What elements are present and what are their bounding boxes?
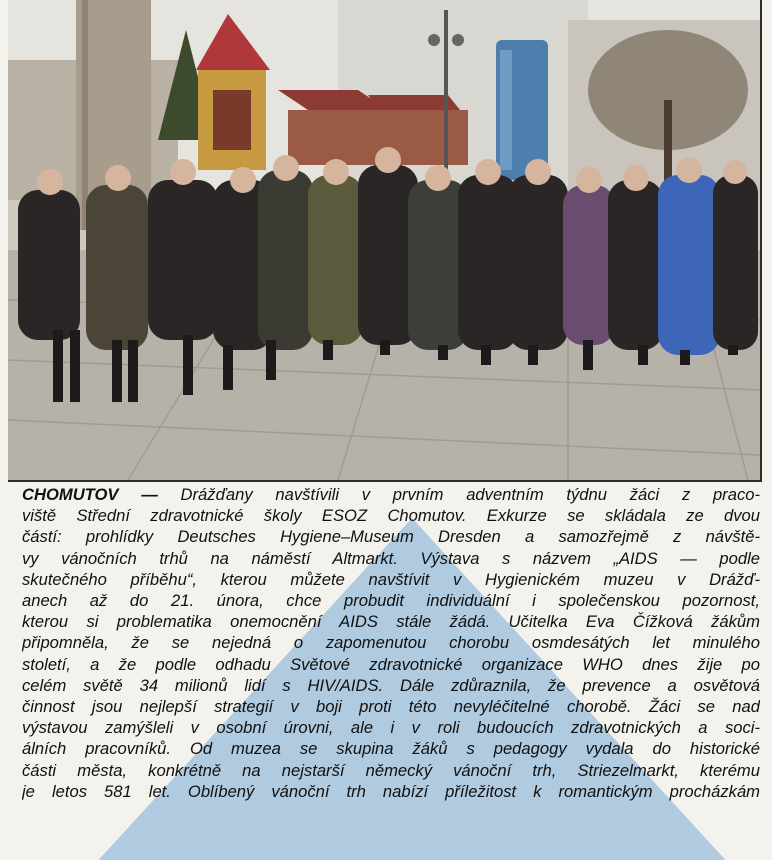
article-line: viště Střední zdravotnické školy ESOZ Chomutov. Exkurze se skládala ze dvou [22,506,760,526]
article-line: anech až do 21. února, chce probudit individuální i společenskou pozornost, [22,591,760,611]
group-photo [8,0,762,482]
article-line: je letos 581 let. Oblíbený vánoční trh nabízí příležitost k romantickým procházkám [22,781,760,801]
article-lead: CHOMUTOV — [22,485,158,504]
article-line: celém světě 34 milionů lidí s HIV/AIDS. Dále zdůraznila, že prevence a osvětová [22,675,760,695]
article-line: CHOMUTOV — Drážďany navštívili v prvním adventním týdnu žáci z praco- [22,485,760,504]
article-line: připomněla, že se nejedná o zapomenutou chorobu osmdesátých let minulého [22,633,760,653]
article-line: skutečného příběhu“, kterou můžete navštívit v Hygienickém muzeu v Drážď- [22,569,760,589]
article-line: kterou si problematika onemocnění AIDS stále žádá. Učitelka Eva Čížková žákům [22,612,760,632]
article-line: vy vánočních trhů na náměstí Altmarkt. Výstava s názvem „AIDS — podle [22,548,760,568]
article-line: části města, konkrétně na nejstarší německý vánoční trh, Striezelmarkt, kterému [22,760,760,780]
photo-illustration [8,0,760,480]
article-line: činnost jsou nejlepší strategií v boji proti této nevyléčitelné chorobě. Žáci se nad [22,697,760,717]
page-margin [0,0,8,860]
article-line: částí: prohlídky Deutsches Hygiene–Museum Dresden a samozřejmě z návště- [22,527,760,547]
article-line: álních pracovníků. Od muzea se skupina žáků s pedagogy vydala do historické [22,739,760,759]
article-body [22,484,760,860]
article-line: výstavou zamýšleli v osobní úrovni, ale i v roli budoucích zdravotnických a soci- [22,718,760,738]
article-text [22,484,760,802]
article-line: století, a že podle odhadu Světové zdravotnické organizace WHO dnes žije po [22,654,760,674]
